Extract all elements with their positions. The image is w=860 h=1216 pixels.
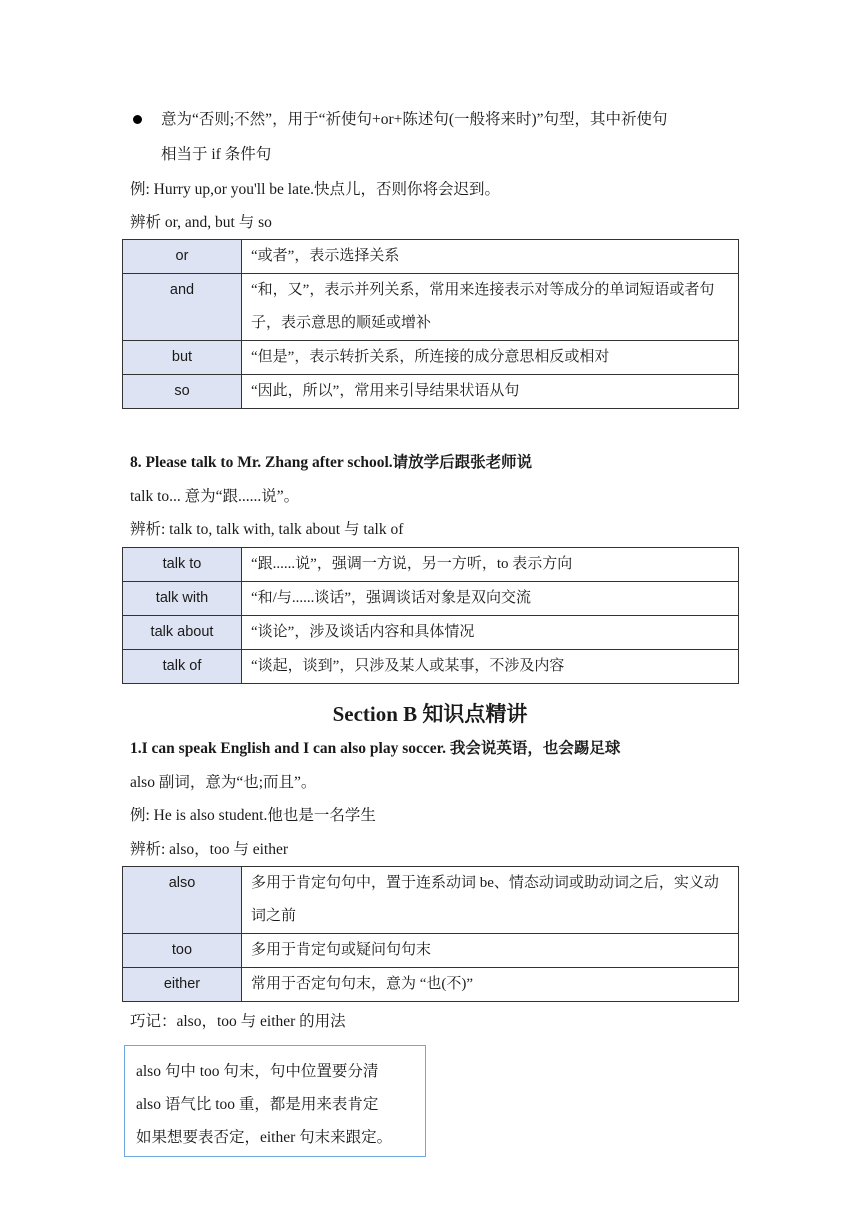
section-b-point-1-title: 1.I can speak English and I can also play soccer. 我会说英语，也会踢足球 [130,740,621,757]
mnemonic-box [124,1045,426,1157]
section-b-meaning: also 副词，意为“也;而且”。 [130,774,317,791]
table-word-cell: or [123,240,242,274]
mnemonic-line: 如果想要表否定，either 句末来跟定。 [136,1129,393,1146]
table-meaning-cell: 常用于否定句句末，意为 “也(不)” [242,968,739,1002]
table-meaning-cell: “谈论”，涉及谈话内容和具体情况 [242,616,739,650]
table-row [123,274,739,341]
table-meaning-cell: “和/与......谈话”，强调谈话对象是双向交流 [242,582,739,616]
table-word-cell: talk to [123,548,242,582]
table-word-cell: also [123,867,242,934]
tip-label: 巧记：also，too 与 either 的用法 [130,1013,346,1030]
table-also-too-either [122,866,739,1002]
table-meaning-cell: “和，又”，表示并列关系，常用来连接表示对等成分的单词短语或者句子，表示意思的顺延或增补 [242,274,739,341]
table-meaning-cell: “跟......说”，强调一方说，另一方听，to 表示方向 [242,548,739,582]
section-b-heading: Section B 知识点精讲 [332,702,528,726]
example-sentence: 例: Hurry up,or you'll be late.快点儿，否则你将会迟到。 [130,181,501,198]
table-row [123,968,739,1002]
table-word-cell: and [123,274,242,341]
point-8-title: 8. Please talk to Mr. Zhang after school.请放学后跟张老师说 [130,454,533,471]
table-row [123,650,739,684]
table-meaning-cell: 多用于肯定句或疑问句句末 [242,934,739,968]
table-meaning-cell: “谈起，谈到”，只涉及某人或某事，不涉及内容 [242,650,739,684]
table-meaning-cell: “但是”，表示转折关系，所连接的成分意思相反或相对 [242,341,739,375]
mnemonic-line: also 句中 too 句末，句中位置要分清 [136,1063,379,1080]
table-row [123,616,739,650]
point-8-meaning: talk to... 意为“跟......说”。 [130,488,300,505]
bullet-text-line2: 相当于 if 条件句 [161,146,272,163]
section-b-example: 例: He is also student.他也是一名学生 [130,807,376,824]
table-row [123,375,739,409]
table-meaning-cell: “因此，所以”，常用来引导结果状语从句 [242,375,739,409]
table-row [123,934,739,968]
table-word-cell: too [123,934,242,968]
table-or-and-but-so [122,239,739,409]
table-meaning-cell: 多用于肯定句句中，置于连系动词 be、情态动词或助动词之后，实义动词之前 [242,867,739,934]
table-row [123,582,739,616]
bullet-text-line1: 意为“否则;不然”，用于“祈使句+or+陈述句(一般将来时)”句型，其中祈使句 [161,111,668,128]
section-b-analysis: 辨析: also，too 与 either [130,841,288,858]
table-word-cell: talk about [123,616,242,650]
table-word-cell: either [123,968,242,1002]
analysis-label: 辨析 or, and, but 与 so [130,214,272,231]
table-row [123,548,739,582]
table-meaning-cell: “或者”，表示选择关系 [242,240,739,274]
table-word-cell: talk with [123,582,242,616]
table-word-cell: so [123,375,242,409]
mnemonic-line: also 语气比 too 重，都是用来表肯定 [136,1096,379,1113]
table-word-cell: talk of [123,650,242,684]
table-row [123,341,739,375]
table-word-cell: but [123,341,242,375]
bullet-icon [133,115,142,124]
table-talk-phrases [122,547,739,684]
table-row [123,867,739,934]
point-8-analysis: 辨析: talk to, talk with, talk about 与 talk of [130,521,404,538]
table-row [123,240,739,274]
